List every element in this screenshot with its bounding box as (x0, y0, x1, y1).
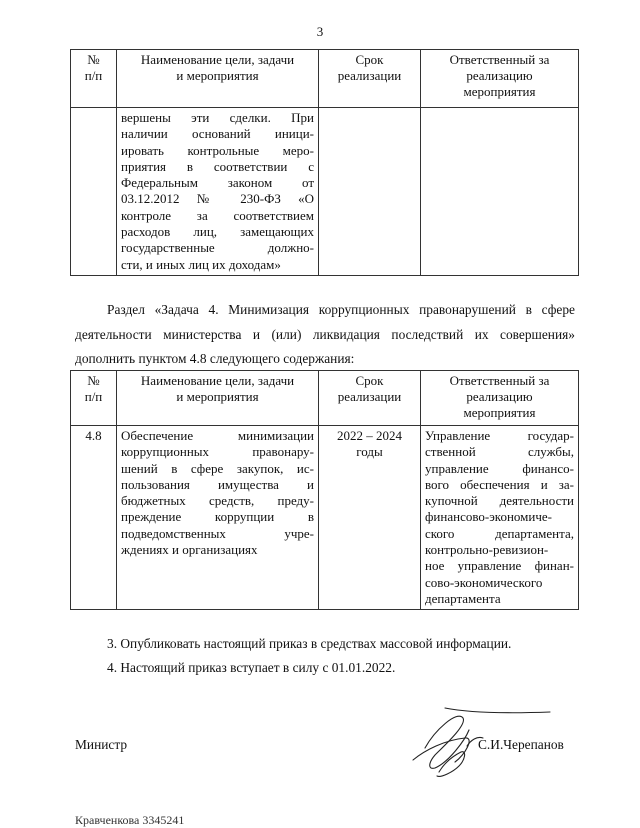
text-line: шений в сфере закупок, ис- (121, 460, 314, 476)
header-term-line: Срок (355, 52, 384, 67)
table-row (71, 426, 579, 610)
header-resp-line: мероприятия (463, 405, 536, 420)
header-resp-line: реализацию (466, 68, 533, 83)
header-responsible (421, 50, 579, 108)
resp-line: контрольно-ревизион- (425, 542, 549, 558)
text-line: вершены эти сделки. При (121, 110, 314, 125)
term-line: 2022 – 2024 (337, 428, 402, 443)
signature-position: Министр (75, 737, 128, 752)
header-resp-line: Ответственный за (449, 52, 550, 67)
text-line: государственные должно- (121, 240, 314, 256)
resp-line: вого обеспечения и за- (425, 476, 574, 492)
header-term-line: реализации (337, 389, 402, 404)
header-name (117, 371, 319, 426)
header-term (319, 371, 421, 426)
table-header-row (71, 371, 579, 426)
resp-line: Управление государ- (425, 428, 574, 443)
paragraph-line: Раздел «Задача 4. Минимизация коррупционных правонарушений в сфере (107, 302, 575, 317)
header-term (319, 50, 421, 108)
text-line: ировать контрольные меро- (121, 142, 314, 158)
header-responsible (421, 371, 579, 426)
text-line: подведомственных учре- (121, 525, 314, 541)
text-line: Федеральным законом от (121, 175, 314, 191)
header-num-line: п/п (84, 68, 103, 83)
header-name-line: и мероприятия (176, 389, 259, 404)
paragraph-line: деятельности министерства и (или) ликвидация последствий их совершения» (75, 326, 575, 342)
section-amendment-paragraph (75, 298, 575, 372)
header-num-line: № (87, 373, 100, 388)
resp-line: финансово-экономиче- (425, 509, 552, 525)
text-line: ждениях и организациях (121, 542, 258, 558)
term-line: годы (356, 444, 383, 459)
resp-line: сово-экономического (425, 574, 543, 590)
cell-num: 4.8 (71, 426, 117, 610)
signature-name: С.И.Черепанов (478, 737, 564, 752)
table-header-row (71, 50, 579, 108)
header-name-line: и мероприятия (176, 68, 259, 83)
footer-executor: Кравченкова 3345241 (75, 813, 185, 827)
text-line: пользования имущества и (121, 476, 314, 492)
text-line: расходов лиц, замещающих (121, 224, 314, 240)
resp-line: ственной службы, (425, 444, 574, 460)
resp-line: ное управление финан- (425, 558, 574, 574)
header-term-line: Срок (355, 373, 384, 388)
item-3: 3. Опубликовать настоящий приказ в средствах массовой информации. (107, 636, 512, 651)
text-line: наличии оснований иници- (121, 126, 314, 142)
resp-line: купочной деятельности (425, 493, 574, 509)
cell-term (319, 426, 421, 610)
table-item-4-8 (70, 370, 579, 610)
text-line: приятия в соответствии с (121, 158, 314, 174)
text-line: бюджетных средств, преду- (121, 493, 314, 509)
header-resp-line: мероприятия (463, 84, 536, 99)
text-line: сти, и иных лиц их доходам» (121, 256, 281, 272)
header-name-line: Наименование цели, задачи (140, 373, 295, 388)
header-num (71, 50, 117, 108)
header-num (71, 371, 117, 426)
header-resp-line: Ответственный за (449, 373, 550, 388)
item-4: 4. Настоящий приказ вступает в силу с 01.01.2022. (107, 660, 396, 675)
paragraph-line: дополнить пунктом 4.8 следующего содержания: (75, 351, 355, 366)
page-number: 3 (316, 24, 324, 39)
table-continuation (70, 49, 579, 276)
table-row (71, 108, 579, 276)
text-line: 03.12.2012 № 230-ФЗ «О (121, 191, 314, 207)
text-line: преждение коррупции в (121, 509, 314, 525)
header-name (117, 50, 319, 108)
cell-term (319, 108, 421, 276)
text-line: Обеспечение минимизации (121, 428, 314, 443)
resp-line: управление финансо- (425, 460, 574, 476)
text-line: коррупционных правонару- (121, 444, 314, 460)
cell-responsible (421, 108, 579, 276)
cell-responsible (421, 426, 579, 610)
resp-line: ского департамента, (425, 525, 574, 541)
header-resp-line: реализацию (466, 389, 533, 404)
resp-line: департамента (425, 590, 501, 606)
header-num-line: п/п (84, 389, 103, 404)
header-name-line: Наименование цели, задачи (140, 52, 295, 67)
cell-name (117, 426, 319, 610)
text-line: контроле за соответствием (121, 207, 314, 223)
cell-name (117, 108, 319, 276)
header-num-line: № (87, 52, 100, 67)
header-term-line: реализации (337, 68, 402, 83)
cell-num (71, 108, 117, 276)
